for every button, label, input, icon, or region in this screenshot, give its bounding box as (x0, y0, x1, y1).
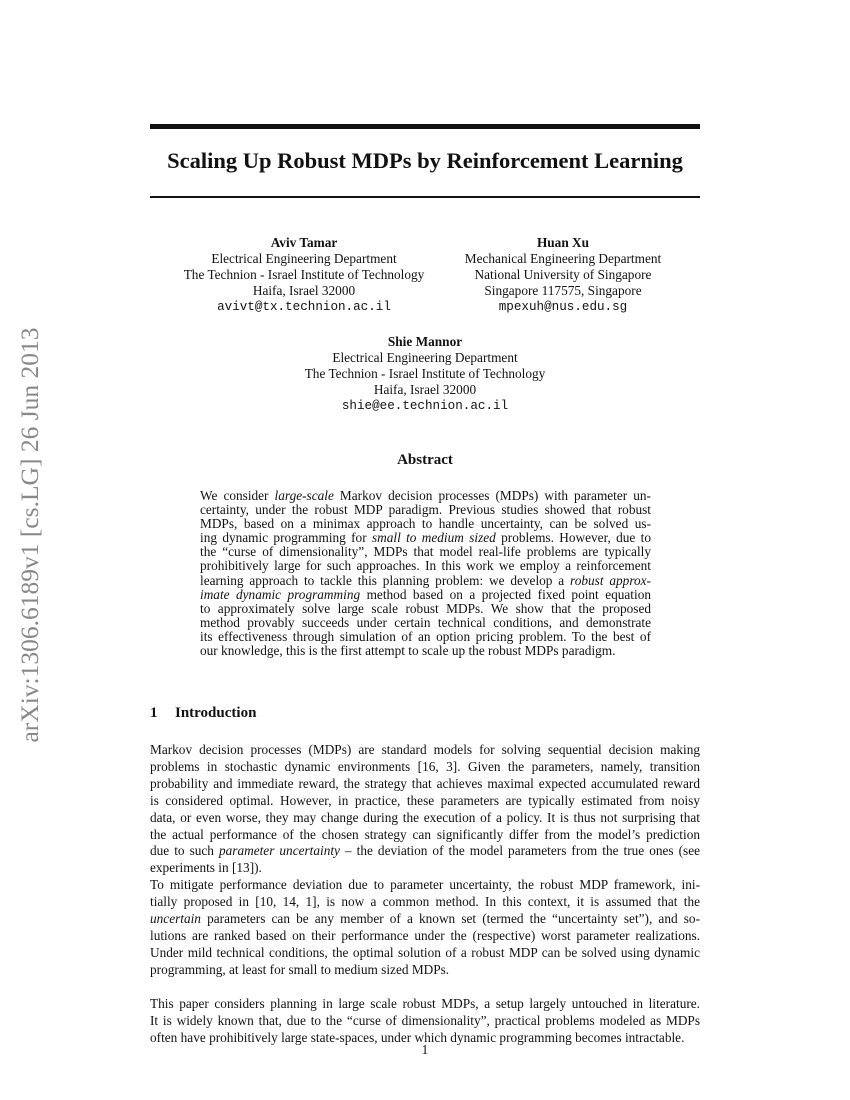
text-segment: To mitigate performance deviation due to parameter uncertainty, the robust MDP framework, ini- (150, 877, 700, 892)
author-affiliation: Electrical Engineering Department (211, 251, 397, 266)
emphasized-text: large-scale (274, 488, 334, 503)
paper-title: Scaling Up Robust MDPs by Reinforcement Learning (167, 148, 683, 173)
text-line (150, 877, 700, 894)
text-line (200, 630, 651, 644)
page-number: 1 (421, 1042, 429, 1057)
text-line (150, 793, 700, 810)
emphasized-text: parameter uncertainty (218, 843, 340, 859)
text-line (200, 503, 651, 517)
author-block-3 (275, 334, 575, 414)
title-bottom-rule (150, 196, 700, 198)
author-name: Shie Mannor (387, 334, 463, 349)
text-segment: ing dynamic programming for (200, 530, 372, 546)
author-email[interactable]: mpexuh@nus.edu.sg (498, 300, 628, 314)
abstract-heading: Abstract (397, 452, 453, 468)
author-name: Huan Xu (536, 235, 590, 250)
body-paragraph (150, 742, 700, 877)
text-segment: problems in stochastic dynamic environments [16, 3]. Given the parameters, namely, transition (150, 758, 700, 774)
text-line (200, 588, 651, 602)
text-segment: to approximately solve large scale robust MDPs. We show that the proposed (200, 600, 651, 616)
section-heading (150, 705, 256, 722)
author-affiliation: The Technion - Israel Institute of Technology (183, 267, 425, 282)
emphasized-text: imate dynamic programming (200, 586, 361, 602)
text-line (200, 644, 651, 658)
text-line (150, 860, 700, 877)
emphasized-text: robust approx- (570, 572, 651, 588)
author-block-2 (413, 235, 713, 315)
text-segment: the “curse of dimensionality”, MDPs that model real-life problems are typically (200, 544, 651, 560)
emphasized-text: uncertain (150, 910, 201, 926)
author-address: Singapore 117575, Singapore (484, 283, 642, 298)
text-line (200, 616, 651, 630)
text-line (150, 827, 700, 844)
text-line (150, 945, 700, 962)
text-line (150, 843, 700, 860)
text-segment: Under mild technical conditions, the optimal solution of a robust MDP can be solved using dynamic (150, 944, 700, 960)
text-segment: experiments in [13]). (150, 860, 262, 876)
text-segment: We consider (200, 488, 275, 503)
text-segment: due to such (150, 843, 219, 859)
text-line (150, 962, 700, 979)
text-segment: lutions are ranked based on their performance under the (respective) worst parameter realizations. (150, 927, 700, 943)
text-segment: learning approach to tackle this planning problem: we develop a (200, 572, 571, 588)
title-top-rule (150, 124, 700, 129)
text-line (150, 996, 700, 1013)
text-line (150, 1013, 700, 1030)
text-line (200, 559, 651, 573)
text-segment: problems. However, due to (495, 530, 651, 546)
text-line (200, 602, 651, 616)
text-segment: often have prohibitively large state-spaces, under which dynamic programming becomes intractable. (150, 1029, 685, 1045)
text-line (150, 776, 700, 793)
text-segment: the actual performance of the chosen strategy can significantly differ from the model’s prediction (150, 826, 700, 842)
author-address: Haifa, Israel 32000 (252, 283, 356, 298)
text-line (150, 911, 700, 928)
author-email[interactable]: shie@ee.technion.ac.il (341, 399, 509, 413)
author-name: Aviv Tamar (270, 235, 338, 250)
author-affiliation: Electrical Engineering Department (332, 350, 518, 365)
text-segment: certainty, under the robust MDP paradigm. Previous studies showed that robust (200, 502, 651, 518)
text-line (150, 810, 700, 827)
text-segment: its effectiveness through simulation of an option pricing problem. To the best of (200, 628, 651, 644)
text-line (150, 742, 700, 759)
text-line (200, 545, 651, 559)
author-affiliation: National University of Singapore (474, 267, 652, 282)
body-paragraph (150, 877, 700, 978)
section-number: 1 (150, 705, 158, 721)
text-line (200, 517, 651, 531)
abstract-body (200, 489, 651, 658)
text-segment: Markov decision processes (MDPs) are standard models for solving sequential decision making (150, 742, 700, 757)
arxiv-identifier-stamp: arXiv:1306.6189v1 [cs.LG] 26 Jun 2013 (15, 327, 44, 743)
text-line (150, 928, 700, 945)
body-paragraph (150, 996, 700, 1047)
text-segment: MDPs, based on a minimax approach to handle uncertainty, can be solved us- (200, 516, 651, 532)
text-segment: – the deviation of the model parameters from the true ones (see (339, 843, 701, 859)
text-segment: programming, at least for small to medium sized MDPs. (150, 961, 450, 977)
text-segment: probability and immediate reward, the strategy that achieves maximal expected accumulated reward (150, 775, 700, 791)
text-segment: It is widely known that, due to the “curse of dimensionality”, practical problems modeled as MDPs (150, 1012, 700, 1028)
author-affiliation: Mechanical Engineering Department (464, 251, 662, 266)
text-segment: data, or even worse, they may change during the execution of a policy. It is thus not surprising that (150, 809, 700, 825)
text-segment: our knowledge, this is the first attempt to scale up the robust MDPs paradigm. (200, 643, 616, 659)
text-segment: This paper considers planning in large scale robust MDPs, a setup largely untouched in literature. (150, 996, 700, 1011)
text-segment: parameters can be any member of a known set (termed the “uncertainty set”), and so- (200, 910, 700, 926)
text-line (200, 489, 651, 503)
text-segment: method provably succeeds under certain technical conditions, and demonstrate (200, 614, 651, 630)
author-affiliation: The Technion - Israel Institute of Technology (304, 366, 546, 381)
text-segment: prohibitively large for such approaches. In this work we employ a reinforcement (200, 558, 651, 574)
emphasized-text: small to medium sized (371, 530, 496, 546)
section-title: Introduction (175, 705, 257, 721)
text-segment: is considered optimal. However, in practice, these parameters are typically estimated from noisy (150, 792, 700, 808)
text-segment: tially proposed in [10, 14, 1], is now a common method. In this context, it is assumed that the (150, 893, 700, 909)
text-segment: method based on a projected fixed point equation (360, 586, 651, 602)
author-address: Haifa, Israel 32000 (373, 382, 477, 397)
text-line (150, 759, 700, 776)
author-email[interactable]: avivt@tx.technion.ac.il (217, 300, 391, 314)
author-block-1 (154, 235, 454, 315)
text-line (200, 574, 651, 588)
text-segment: Markov decision processes (MDPs) with parameter un- (333, 488, 651, 503)
text-line (200, 531, 651, 545)
text-line (150, 894, 700, 911)
